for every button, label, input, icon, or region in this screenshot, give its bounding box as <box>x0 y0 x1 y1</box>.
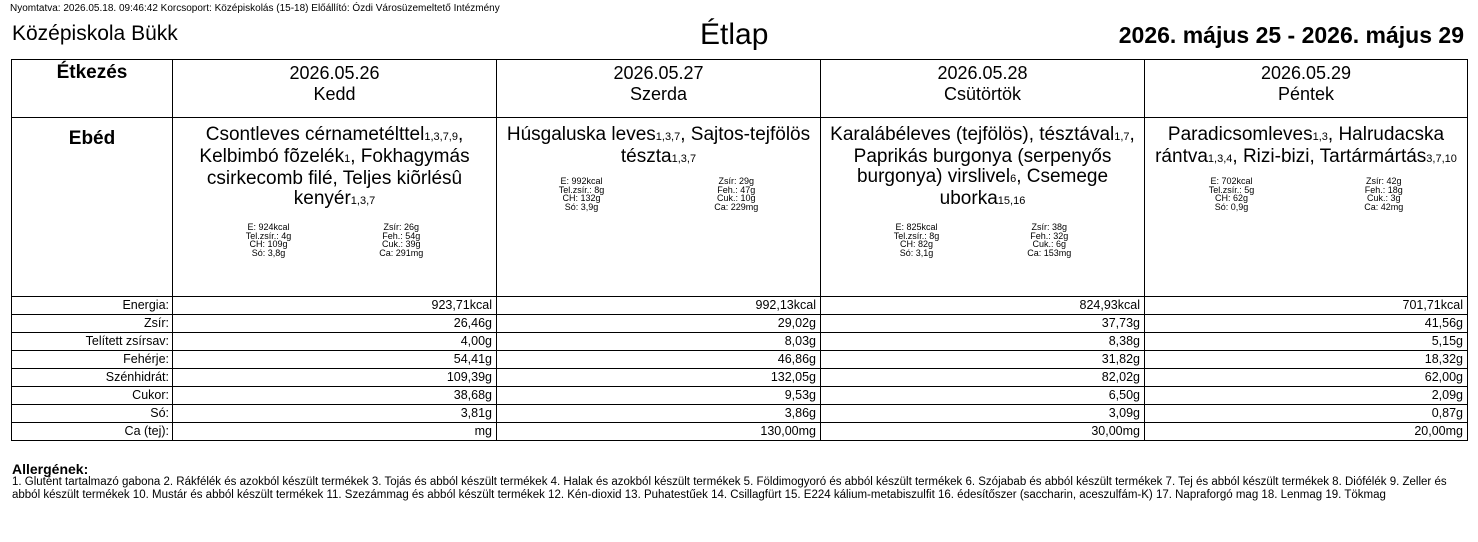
nutrient-label: Fehérje: <box>12 351 173 369</box>
allergen-list: 1. Glutént tartalmazó gabona 2. Rákfélék és azokból készült termékek 3. Tojás és abból készült termékek 4. Halak és azokból készült termékek 5. Földimogyoró és abból készült termékek 6. Szójabab és abból készült termékek 7. Tej és abból készült termékek 8. Diófélék 9. Zeller és abból készült termékek 10. Mustár és abból készült termékek 11. Szezámmag és abból készült termékek 12. Kén-dioxid 13. Puhatestűek 14. Csillagfürt 15. E224 kálium-metabiszulfit 16. édesítőszer (saccharin, aceszulfám-K) 17. Napraforgó mag 18. Lenmag 19. Tökmag <box>12 476 1447 501</box>
nutrition-right: Zsír: 29g Feh.: 47g Cuk.: 10g Ca: 229mg <box>714 176 759 212</box>
nutrient-value: 29,02g <box>497 315 821 333</box>
nutrient-row <box>12 387 1468 405</box>
dish-text: Paradicsomleves1,3, Halrudacska rántva1,3,4, Rizi-bizi, Tartármártás3,7,10 <box>1155 124 1457 167</box>
nutrient-value: 8,03g <box>497 333 821 351</box>
nutrient-value: 3,86g <box>497 405 821 423</box>
nutrient-row <box>12 369 1468 387</box>
page-title: Étlap <box>700 18 769 51</box>
nutrient-value: 130,00mg <box>497 423 821 441</box>
day-header <box>821 60 1145 118</box>
allergen-codes: 15,16 <box>997 195 1026 207</box>
nutrient-value: 3,81g <box>173 405 497 423</box>
nutrient-value: 8,38g <box>821 333 1145 351</box>
allergen-heading: Allergének: <box>12 461 89 477</box>
day-name: Péntek <box>1277 84 1335 104</box>
allergen-codes: 1,3,7 <box>655 131 681 143</box>
nutrient-label: Ca (tej): <box>12 423 173 441</box>
day-header <box>1145 60 1468 118</box>
day-date: 2026.05.28 <box>937 63 1028 83</box>
day-name: Szerda <box>629 84 688 104</box>
nutrition-left: E: 702kcal Tel.zsír.: 5g CH: 62g Só: 0,9g <box>1208 176 1255 212</box>
nutrient-value: 923,71kcal <box>173 297 497 315</box>
nutrient-label: Szénhidrát: <box>12 369 173 387</box>
day-header <box>497 60 821 118</box>
nutrient-value: 41,56g <box>1145 315 1468 333</box>
nutrient-value: 824,93kcal <box>821 297 1145 315</box>
nutrient-value: 30,00mg <box>821 423 1145 441</box>
nutrient-value: 4,00g <box>173 333 497 351</box>
allergen-codes: 3,7,10 <box>1426 153 1457 165</box>
nutrient-label: Cukor: <box>12 387 173 405</box>
allergen-codes: 1 <box>344 153 351 165</box>
dish-text: Húsgaluska leves1,3,7, Sajtos-tejfölös tészta1,3,7 <box>506 124 811 167</box>
nutrient-value: 46,86g <box>497 351 821 369</box>
nutrition-summary <box>173 223 496 257</box>
dish-cell <box>497 118 821 297</box>
nutrient-row <box>12 297 1468 315</box>
table-header-row <box>12 60 1468 118</box>
dish-cell <box>173 118 497 297</box>
nutrient-value: 54,41g <box>173 351 497 369</box>
nutrient-value: 38,68g <box>173 387 497 405</box>
nutrient-value: 109,39g <box>173 369 497 387</box>
allergen-codes: 1,3 <box>1312 131 1328 143</box>
allergen-codes: 1,3,7 <box>671 153 697 165</box>
nutrient-label: Só: <box>12 405 173 423</box>
nutrient-value: 992,13kcal <box>497 297 821 315</box>
school-name: Középiskola Bükk <box>12 22 178 45</box>
nutrient-value: 26,46g <box>173 315 497 333</box>
nutrient-value: 62,00g <box>1145 369 1468 387</box>
nutrition-left: E: 992kcal Tel.zsír.: 8g CH: 132g Só: 3,9g <box>558 176 605 212</box>
nutrient-value: 2,09g <box>1145 387 1468 405</box>
allergen-codes: 1,3,7 <box>350 195 376 207</box>
nutrient-value: 132,05g <box>497 369 821 387</box>
nutrition-left: E: 924kcal Tel.zsír.: 4g CH: 109g Só: 3,8g <box>245 222 292 258</box>
allergen-codes: 1,7 <box>1114 131 1130 143</box>
dish-cell <box>821 118 1145 297</box>
nutrition-summary <box>497 177 820 211</box>
nutrient-label: Energia: <box>12 297 173 315</box>
allergen-legend <box>12 462 1462 501</box>
lunch-row <box>12 118 1468 297</box>
day-name: Kedd <box>313 84 356 104</box>
day-name: Csütörtök <box>943 84 1022 104</box>
menu-table <box>11 59 1468 441</box>
dish-text: Csontleves cérnametélttel1,3,7,9, Kelbimbó fõzelék1, Fokhagymás csirkecomb filé, Teljes kiõrlésû kenyér1,3,7 <box>199 124 470 209</box>
nutrient-label: Telített zsírsav: <box>12 333 173 351</box>
meal-column-header: Étkezés <box>12 60 173 118</box>
day-header <box>173 60 497 118</box>
nutrient-value: 37,73g <box>821 315 1145 333</box>
nutrient-value: 18,32g <box>1145 351 1468 369</box>
allergen-codes: 1,3,4 <box>1207 153 1233 165</box>
print-info-line: Nyomtatva: 2026.05.18. 09:46:42 Korcsoport: Középiskolás (15-18) Előállító: Ózdi Városüzemeltető Intézmény <box>10 3 500 14</box>
nutrition-summary <box>821 223 1144 257</box>
nutrient-value: 701,71kcal <box>1145 297 1468 315</box>
nutrition-left: E: 825kcal Tel.zsír.: 8g CH: 82g Só: 3,1g <box>893 222 940 258</box>
dish-text: Karalábéleves (tejfölös), tésztával1,7, Paprikás burgonya (serpenyős burgonya) virslivel6, Csemege uborka15,16 <box>830 124 1135 209</box>
nutrient-value: 31,82g <box>821 351 1145 369</box>
nutrient-value: mg <box>173 423 497 441</box>
nutrition-right: Zsír: 26g Feh.: 54g Cuk.: 39g Ca: 291mg <box>379 222 424 258</box>
day-date: 2026.05.27 <box>613 63 704 83</box>
nutrient-row <box>12 333 1468 351</box>
nutrient-row <box>12 423 1468 441</box>
nutrient-value: 0,87g <box>1145 405 1468 423</box>
nutrient-row <box>12 315 1468 333</box>
nutrient-row <box>12 405 1468 423</box>
allergen-codes: 6 <box>1010 173 1017 185</box>
day-date: 2026.05.29 <box>1260 63 1352 83</box>
nutrient-value: 6,50g <box>821 387 1145 405</box>
nutrient-value: 3,09g <box>821 405 1145 423</box>
nutrient-value: 9,53g <box>497 387 821 405</box>
nutrient-value: 82,02g <box>821 369 1145 387</box>
day-date: 2026.05.26 <box>289 63 380 83</box>
dish-cell <box>1145 118 1468 297</box>
nutrient-value: 20,00mg <box>1145 423 1468 441</box>
allergen-codes: 1,3,7,9 <box>424 131 458 143</box>
date-range: 2026. május 25 - 2026. május 29 <box>1118 22 1464 48</box>
nutrition-summary <box>1145 177 1467 211</box>
nutrition-right: Zsír: 38g Feh.: 32g Cuk.: 6g Ca: 153mg <box>1027 222 1072 258</box>
nutrition-right: Zsír: 42g Feh.: 18g Cuk.: 3g Ca: 42mg <box>1364 176 1404 212</box>
nutrient-label: Zsír: <box>12 315 173 333</box>
nutrient-value: 5,15g <box>1145 333 1468 351</box>
meal-label: Ebéd <box>12 118 173 297</box>
nutrient-row <box>12 351 1468 369</box>
